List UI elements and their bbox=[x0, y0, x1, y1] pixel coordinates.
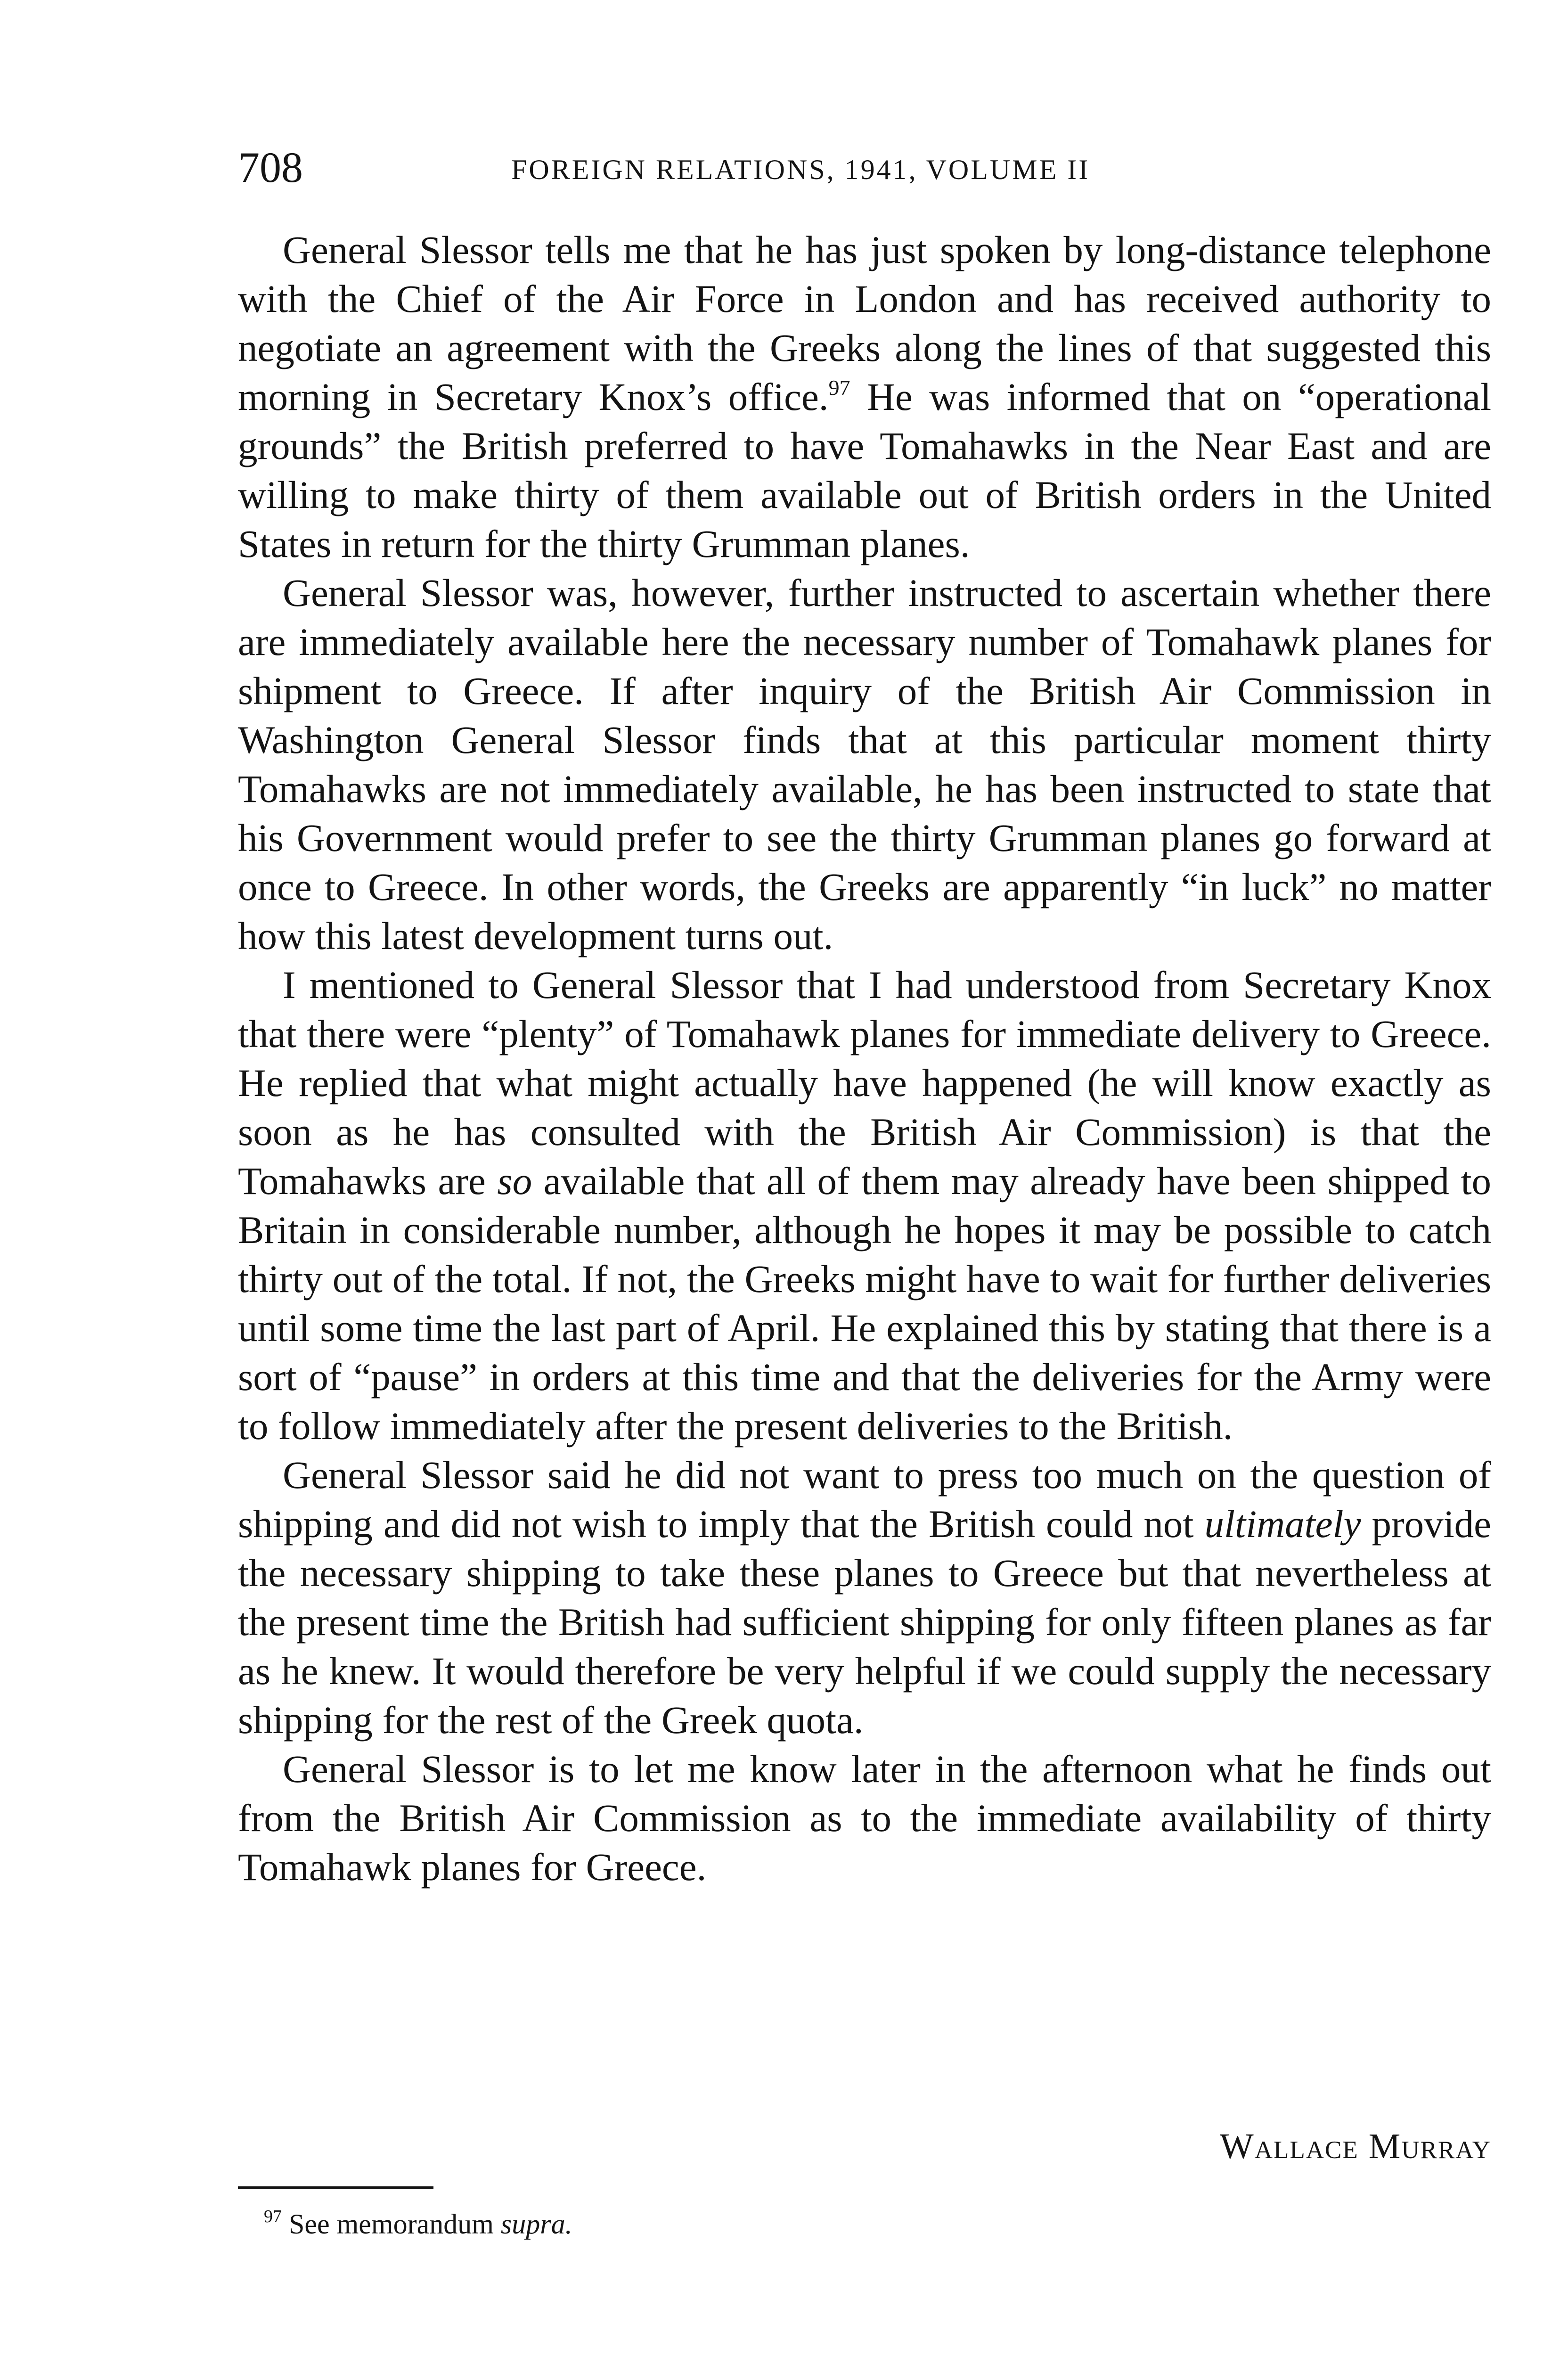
paragraph-text: available that all of them may already have been shipped to Britain in considerable number, although he hopes it may be possible to catch thirty out of the total. If not, the Greeks might have to wait for further deliveries until some time the last part of April. He explained this by stating that there is a sort of “pause” in orders at this time and that the deliveries for the Army were to follow immediately after the present deliveries to the British. bbox=[238, 1159, 1491, 1448]
page-header bbox=[238, 141, 1491, 193]
paragraph bbox=[238, 225, 1491, 568]
paragraph-text: He was informed that on “operational grounds” the British preferred to have Tomahawks in the Near East and are willing to make thirty of them available out of British orders in the United States in return for the thirty Grumman planes. bbox=[238, 375, 1492, 565]
footnote bbox=[264, 2203, 572, 2245]
footnote-text: See memorandum bbox=[282, 2209, 501, 2240]
emphasis: so bbox=[497, 1159, 532, 1203]
footnote-emphasis: supra. bbox=[500, 2209, 572, 2240]
page-number: 708 bbox=[238, 143, 303, 191]
emphasis: ultimately bbox=[1204, 1502, 1361, 1546]
paragraph bbox=[238, 960, 1491, 1450]
signature: Wallace Murray bbox=[1220, 2127, 1491, 2166]
paragraph-text: General Slessor said he did not want to press too much on the question of shipping and did not wish to imply that the British could not bbox=[238, 1453, 1491, 1546]
paragraph-text: I mentioned to General Slessor that I had understood from Secretary Knox that there were “plenty” of Tomahawk planes for immediate delivery to Greece. He replied that what might actually have happened (he will know exactly as soon as he has consulted with the British Air Commission) is that the Tomahawks are bbox=[238, 963, 1491, 1203]
body-text bbox=[238, 225, 1491, 1891]
paragraph-text: General Slessor tells me that he has just spoken by long-distance telephone with the Chief of the Air Force in London and has received authority to negotiate an agreement with the Greeks along the lines of that suggested this morning in Secretary Knox’s office. bbox=[238, 228, 1491, 418]
running-title: FOREIGN RELATIONS, 1941, VOLUME II bbox=[511, 154, 1090, 185]
paragraph: General Slessor was, however, further instructed to ascertain whether there are immediately available here the necessary number of Tomahawk planes for shipment to Greece. If after inquiry of the British Air Commission in Washington General Slessor finds that at this particular moment thirty Tomahawks are not immediately available, he has been instructed to state that his Government would prefer to see the thirty Grumman planes go forward at once to Greece. In other words, the Greeks are apparently “in luck” no matter how this latest development turns out. bbox=[238, 571, 1491, 957]
paragraph-text: provide the necessary shipping to take these planes to Greece but that nevertheless at the present time the British had sufficient shipping for only fifteen planes as far as he knew. It would therefore be very helpful if we could supply the necessary shipping for the rest of the Greek quota. bbox=[238, 1502, 1491, 1742]
footnote-divider bbox=[238, 2186, 433, 2189]
paragraph bbox=[238, 1450, 1491, 1744]
footnote-reference: 97 bbox=[828, 376, 850, 400]
paragraph: General Slessor is to let me know later in the afternoon what he finds out from the British Air Commission as to the immediate availability of thirty Tomahawk planes for Greece. bbox=[238, 1747, 1491, 1889]
footnote-marker: 97 bbox=[264, 2207, 282, 2226]
